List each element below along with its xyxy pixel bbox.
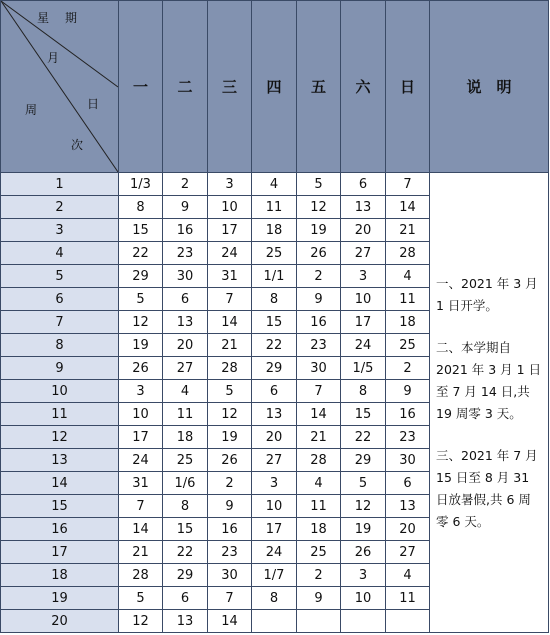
week-number-cell: 7 [1,311,119,334]
date-cell: 13 [386,495,430,518]
date-cell: 16 [163,219,208,242]
week-number-cell: 18 [1,564,119,587]
date-cell: 8 [341,380,386,403]
date-cell: 16 [208,518,252,541]
day-header-sat: 六 [341,1,386,173]
date-cell: 5 [208,380,252,403]
date-cell: 13 [163,610,208,633]
date-cell: 18 [252,219,297,242]
date-cell: 3 [208,173,252,196]
date-cell: 11 [297,495,341,518]
date-cell: 11 [252,196,297,219]
date-cell: 25 [163,449,208,472]
date-cell: 8 [163,495,208,518]
date-cell: 15 [119,219,163,242]
date-cell [386,610,430,633]
date-cell: 4 [252,173,297,196]
date-cell: 21 [386,219,430,242]
date-cell: 29 [341,449,386,472]
date-cell: 5 [119,587,163,610]
date-cell: 13 [341,196,386,219]
date-cell: 2 [163,173,208,196]
date-cell: 4 [297,472,341,495]
date-cell: 18 [386,311,430,334]
date-cell: 6 [163,288,208,311]
date-cell: 10 [252,495,297,518]
day-header-wed: 三 [208,1,252,173]
date-cell: 21 [208,334,252,357]
date-cell: 29 [163,564,208,587]
date-cell: 19 [341,518,386,541]
date-cell: 1/5 [341,357,386,380]
date-cell: 20 [252,426,297,449]
week-number-cell: 6 [1,288,119,311]
note-header: 说 明 [430,1,549,173]
date-cell: 6 [163,587,208,610]
date-cell: 7 [208,288,252,311]
date-cell: 6 [386,472,430,495]
note-paragraph: 一、2021 年 3 月 1 日开学。 [436,275,538,313]
date-cell: 20 [386,518,430,541]
date-cell: 2 [386,357,430,380]
date-cell: 17 [341,311,386,334]
corner-label-day: 日 [87,97,100,111]
week-number-cell: 4 [1,242,119,265]
date-cell: 10 [341,288,386,311]
date-cell: 6 [341,173,386,196]
week-number-cell: 11 [1,403,119,426]
date-cell: 17 [119,426,163,449]
day-header-mon: 一 [119,1,163,173]
day-header-fri: 五 [297,1,341,173]
date-cell: 25 [297,541,341,564]
date-cell: 12 [119,610,163,633]
corner-diagonal-lines [1,1,118,172]
date-cell: 18 [163,426,208,449]
week-number-cell: 15 [1,495,119,518]
date-cell: 20 [341,219,386,242]
date-cell: 23 [163,242,208,265]
table-row [1,173,549,196]
date-cell: 22 [252,334,297,357]
date-cell: 8 [119,196,163,219]
week-number-cell: 5 [1,265,119,288]
date-cell: 4 [386,265,430,288]
date-cell: 22 [119,242,163,265]
date-cell: 24 [119,449,163,472]
date-cell: 26 [297,242,341,265]
date-cell: 24 [252,541,297,564]
date-cell: 7 [208,587,252,610]
date-cell: 3 [341,564,386,587]
date-cell: 23 [297,334,341,357]
week-number-cell: 17 [1,541,119,564]
week-number-cell: 1 [1,173,119,196]
date-cell: 17 [208,219,252,242]
day-header-tue: 二 [163,1,208,173]
date-cell [252,610,297,633]
week-number-cell: 12 [1,426,119,449]
date-cell: 12 [119,311,163,334]
date-cell: 2 [208,472,252,495]
date-cell: 9 [297,288,341,311]
calendar-body [1,173,549,633]
corner-label-count: 次 [71,138,84,152]
date-cell: 1/1 [252,265,297,288]
date-cell: 5 [119,288,163,311]
date-cell: 31 [119,472,163,495]
date-cell: 30 [297,357,341,380]
date-cell: 30 [386,449,430,472]
date-cell: 16 [386,403,430,426]
week-number-cell: 14 [1,472,119,495]
date-cell: 10 [119,403,163,426]
date-cell: 27 [163,357,208,380]
date-cell: 26 [119,357,163,380]
date-cell: 9 [208,495,252,518]
week-number-cell: 19 [1,587,119,610]
date-cell: 10 [208,196,252,219]
date-cell: 22 [341,426,386,449]
date-cell: 7 [386,173,430,196]
date-cell: 1/7 [252,564,297,587]
date-cell: 22 [163,541,208,564]
date-cell: 24 [208,242,252,265]
week-number-cell: 16 [1,518,119,541]
day-header-sun: 日 [386,1,430,173]
date-cell: 2 [297,265,341,288]
date-cell: 14 [386,196,430,219]
date-cell: 2 [297,564,341,587]
date-cell: 21 [119,541,163,564]
date-cell: 14 [297,403,341,426]
date-cell: 3 [119,380,163,403]
date-cell: 15 [341,403,386,426]
date-cell: 24 [341,334,386,357]
date-cell: 13 [252,403,297,426]
date-cell: 18 [297,518,341,541]
week-number-cell: 13 [1,449,119,472]
date-cell: 27 [386,541,430,564]
header-row [1,1,549,173]
corner-label-weekday: 星 期 [37,11,80,25]
date-cell: 7 [297,380,341,403]
date-cell: 14 [119,518,163,541]
date-cell: 27 [252,449,297,472]
week-number-cell: 20 [1,610,119,633]
date-cell: 31 [208,265,252,288]
date-cell: 25 [252,242,297,265]
date-cell: 19 [208,426,252,449]
date-cell: 23 [386,426,430,449]
date-cell [341,610,386,633]
date-cell: 3 [252,472,297,495]
note-paragraph: 二、本学期自 2021 年 3 月 1 日至 7 月 14 日,共 19 周零 3 天。 [436,339,542,421]
date-cell: 30 [208,564,252,587]
date-cell: 15 [163,518,208,541]
day-header-thu: 四 [252,1,297,173]
date-cell: 12 [297,196,341,219]
date-cell: 8 [252,288,297,311]
date-cell: 4 [163,380,208,403]
date-cell: 1/6 [163,472,208,495]
date-cell: 21 [297,426,341,449]
date-cell: 25 [386,334,430,357]
date-cell: 20 [163,334,208,357]
date-cell: 11 [163,403,208,426]
date-cell: 11 [386,587,430,610]
notes-cell [430,173,549,633]
date-cell: 29 [252,357,297,380]
date-cell [297,610,341,633]
date-cell: 23 [208,541,252,564]
date-cell: 9 [297,587,341,610]
corner-label-month: 月 [47,51,60,65]
date-cell: 19 [297,219,341,242]
date-cell: 9 [163,196,208,219]
corner-label-week: 周 [25,103,38,117]
date-cell: 5 [297,173,341,196]
date-cell: 13 [163,311,208,334]
date-cell: 4 [386,564,430,587]
date-cell: 26 [341,541,386,564]
week-number-cell: 10 [1,380,119,403]
date-cell: 14 [208,610,252,633]
date-cell: 1/3 [119,173,163,196]
date-cell: 28 [208,357,252,380]
week-number-cell: 3 [1,219,119,242]
date-cell: 15 [252,311,297,334]
corner-header-cell [1,1,119,173]
date-cell: 27 [341,242,386,265]
week-number-cell: 8 [1,334,119,357]
date-cell: 5 [341,472,386,495]
date-cell: 30 [163,265,208,288]
date-cell: 12 [208,403,252,426]
date-cell: 28 [386,242,430,265]
date-cell: 3 [341,265,386,288]
date-cell: 28 [297,449,341,472]
date-cell: 10 [341,587,386,610]
date-cell: 9 [386,380,430,403]
date-cell: 8 [252,587,297,610]
date-cell: 17 [252,518,297,541]
week-number-cell: 9 [1,357,119,380]
date-cell: 14 [208,311,252,334]
date-cell: 28 [119,564,163,587]
date-cell: 16 [297,311,341,334]
date-cell: 19 [119,334,163,357]
note-paragraph: 三、2021 年 7 月 15 日至 8 月 31 日放暑假,共 6 周零 6 天。 [436,447,538,529]
date-cell: 26 [208,449,252,472]
date-cell: 11 [386,288,430,311]
week-number-cell: 2 [1,196,119,219]
date-cell: 7 [119,495,163,518]
date-cell: 12 [341,495,386,518]
date-cell: 29 [119,265,163,288]
date-cell: 6 [252,380,297,403]
